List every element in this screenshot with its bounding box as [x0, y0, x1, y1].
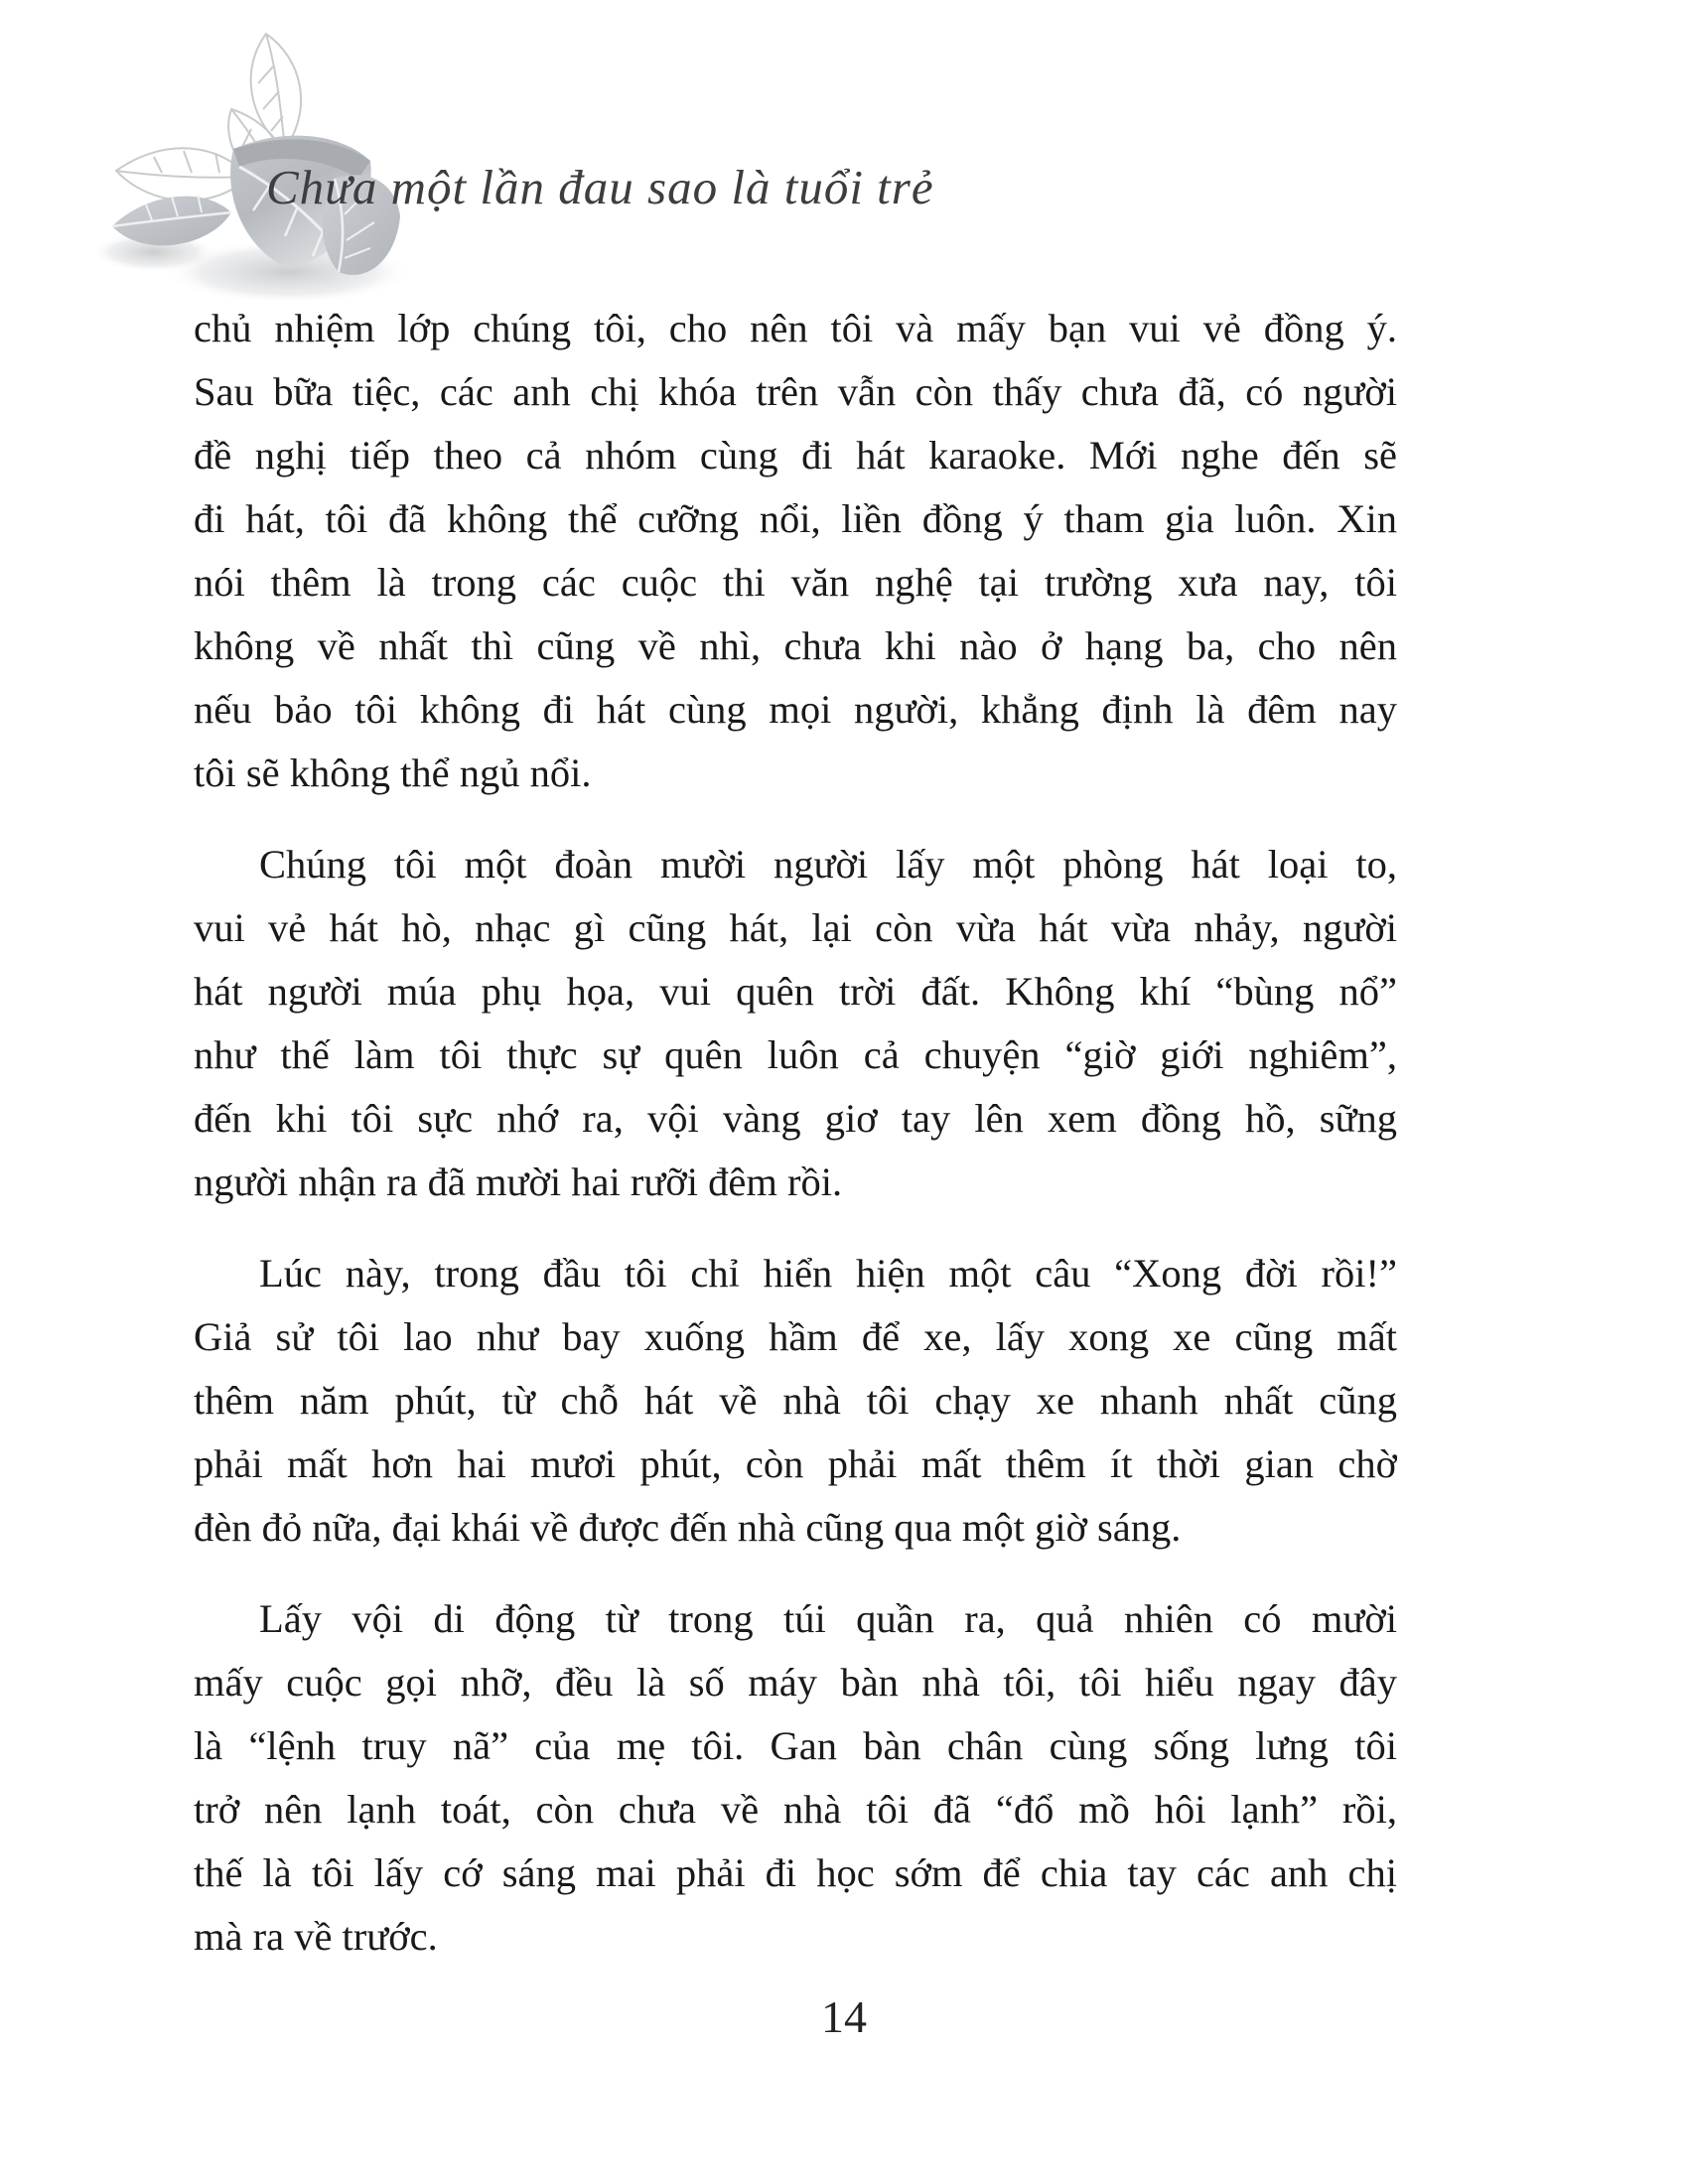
- text-line: đề nghị tiếp theo cả nhóm cùng đi hát karaoke. Mới nghe đến sẽ: [194, 433, 1397, 478]
- body-text: [194, 297, 1397, 1969]
- text-line: chủ nhiệm lớp chúng tôi, cho nên tôi và mấy bạn vui vẻ đồng ý.: [194, 306, 1397, 350]
- text-line: như thế làm tôi thực sự quên luôn cả chuyện “giờ giới nghiêm”,: [194, 1032, 1397, 1077]
- text-line: đến khi tôi sực nhớ ra, vội vàng giơ tay lên xem đồng hồ, sững: [194, 1096, 1397, 1141]
- paragraph: [194, 833, 1397, 1214]
- text-line: Giả sử tôi lao như bay xuống hầm để xe, lấy xong xe cũng mất: [194, 1314, 1397, 1359]
- text-line: nói thêm là trong các cuộc thi văn nghệ tại trường xưa nay, tôi: [194, 560, 1397, 605]
- paragraph: [194, 297, 1397, 805]
- text-line: đèn đỏ nữa, đại khái về được đến nhà cũng qua một giờ sáng.: [194, 1505, 1182, 1550]
- text-line: Chúng tôi một đoàn mười người lấy một phòng hát loại to,: [259, 842, 1397, 887]
- book-header-title: Chưa một lần đau sao là tuổi trẻ: [266, 160, 934, 214]
- text-line: là “lệnh truy nã” của mẹ tôi. Gan bàn chân cùng sống lưng tôi: [194, 1723, 1397, 1768]
- text-line: Lấy vội di động từ trong túi quần ra, quả nhiên có mười: [259, 1596, 1397, 1641]
- text-line: Lúc này, trong đầu tôi chỉ hiển hiện một câu “Xong đời rồi!”: [259, 1251, 1397, 1296]
- page-number: 14: [821, 1991, 867, 2042]
- text-line: người nhận ra đã mười hai rưỡi đêm rồi.: [194, 1160, 843, 1204]
- text-line: mà ra về trước.: [194, 1914, 438, 1959]
- paragraph: [194, 1587, 1397, 1969]
- text-line: phải mất hơn hai mươi phút, còn phải mất thêm ít thời gian chờ: [194, 1441, 1397, 1486]
- text-line: thêm năm phút, từ chỗ hát về nhà tôi chạy xe nhanh nhất cũng: [194, 1378, 1397, 1423]
- text-line: tôi sẽ không thể ngủ nổi.: [194, 751, 592, 795]
- text-line: thế là tôi lấy cớ sáng mai phải đi học sớm để chia tay các anh chị: [194, 1850, 1397, 1895]
- text-line: đi hát, tôi đã không thể cưỡng nổi, liền đồng ý tham gia luôn. Xin: [194, 496, 1397, 541]
- text-line: nếu bảo tôi không đi hát cùng mọi người, khẳng định là đêm nay: [194, 687, 1397, 732]
- text-line: hát người múa phụ họa, vui quên trời đất. Không khí “bùng nổ”: [194, 969, 1397, 1014]
- text-line: không về nhất thì cũng về nhì, chưa khi nào ở hạng ba, cho nên: [194, 623, 1397, 668]
- paragraph: [194, 1242, 1397, 1560]
- text-line: vui vẻ hát hò, nhạc gì cũng hát, lại còn vừa hát vừa nhảy, người: [194, 905, 1397, 950]
- text-line: mấy cuộc gọi nhỡ, đều là số máy bàn nhà tôi, tôi hiểu ngay đây: [194, 1660, 1397, 1705]
- text-line: trở nên lạnh toát, còn chưa về nhà tôi đã “đổ mồ hôi lạnh” rồi,: [194, 1787, 1397, 1832]
- text-line: Sau bữa tiệc, các anh chị khóa trên vẫn còn thấy chưa đã, có người: [194, 369, 1397, 414]
